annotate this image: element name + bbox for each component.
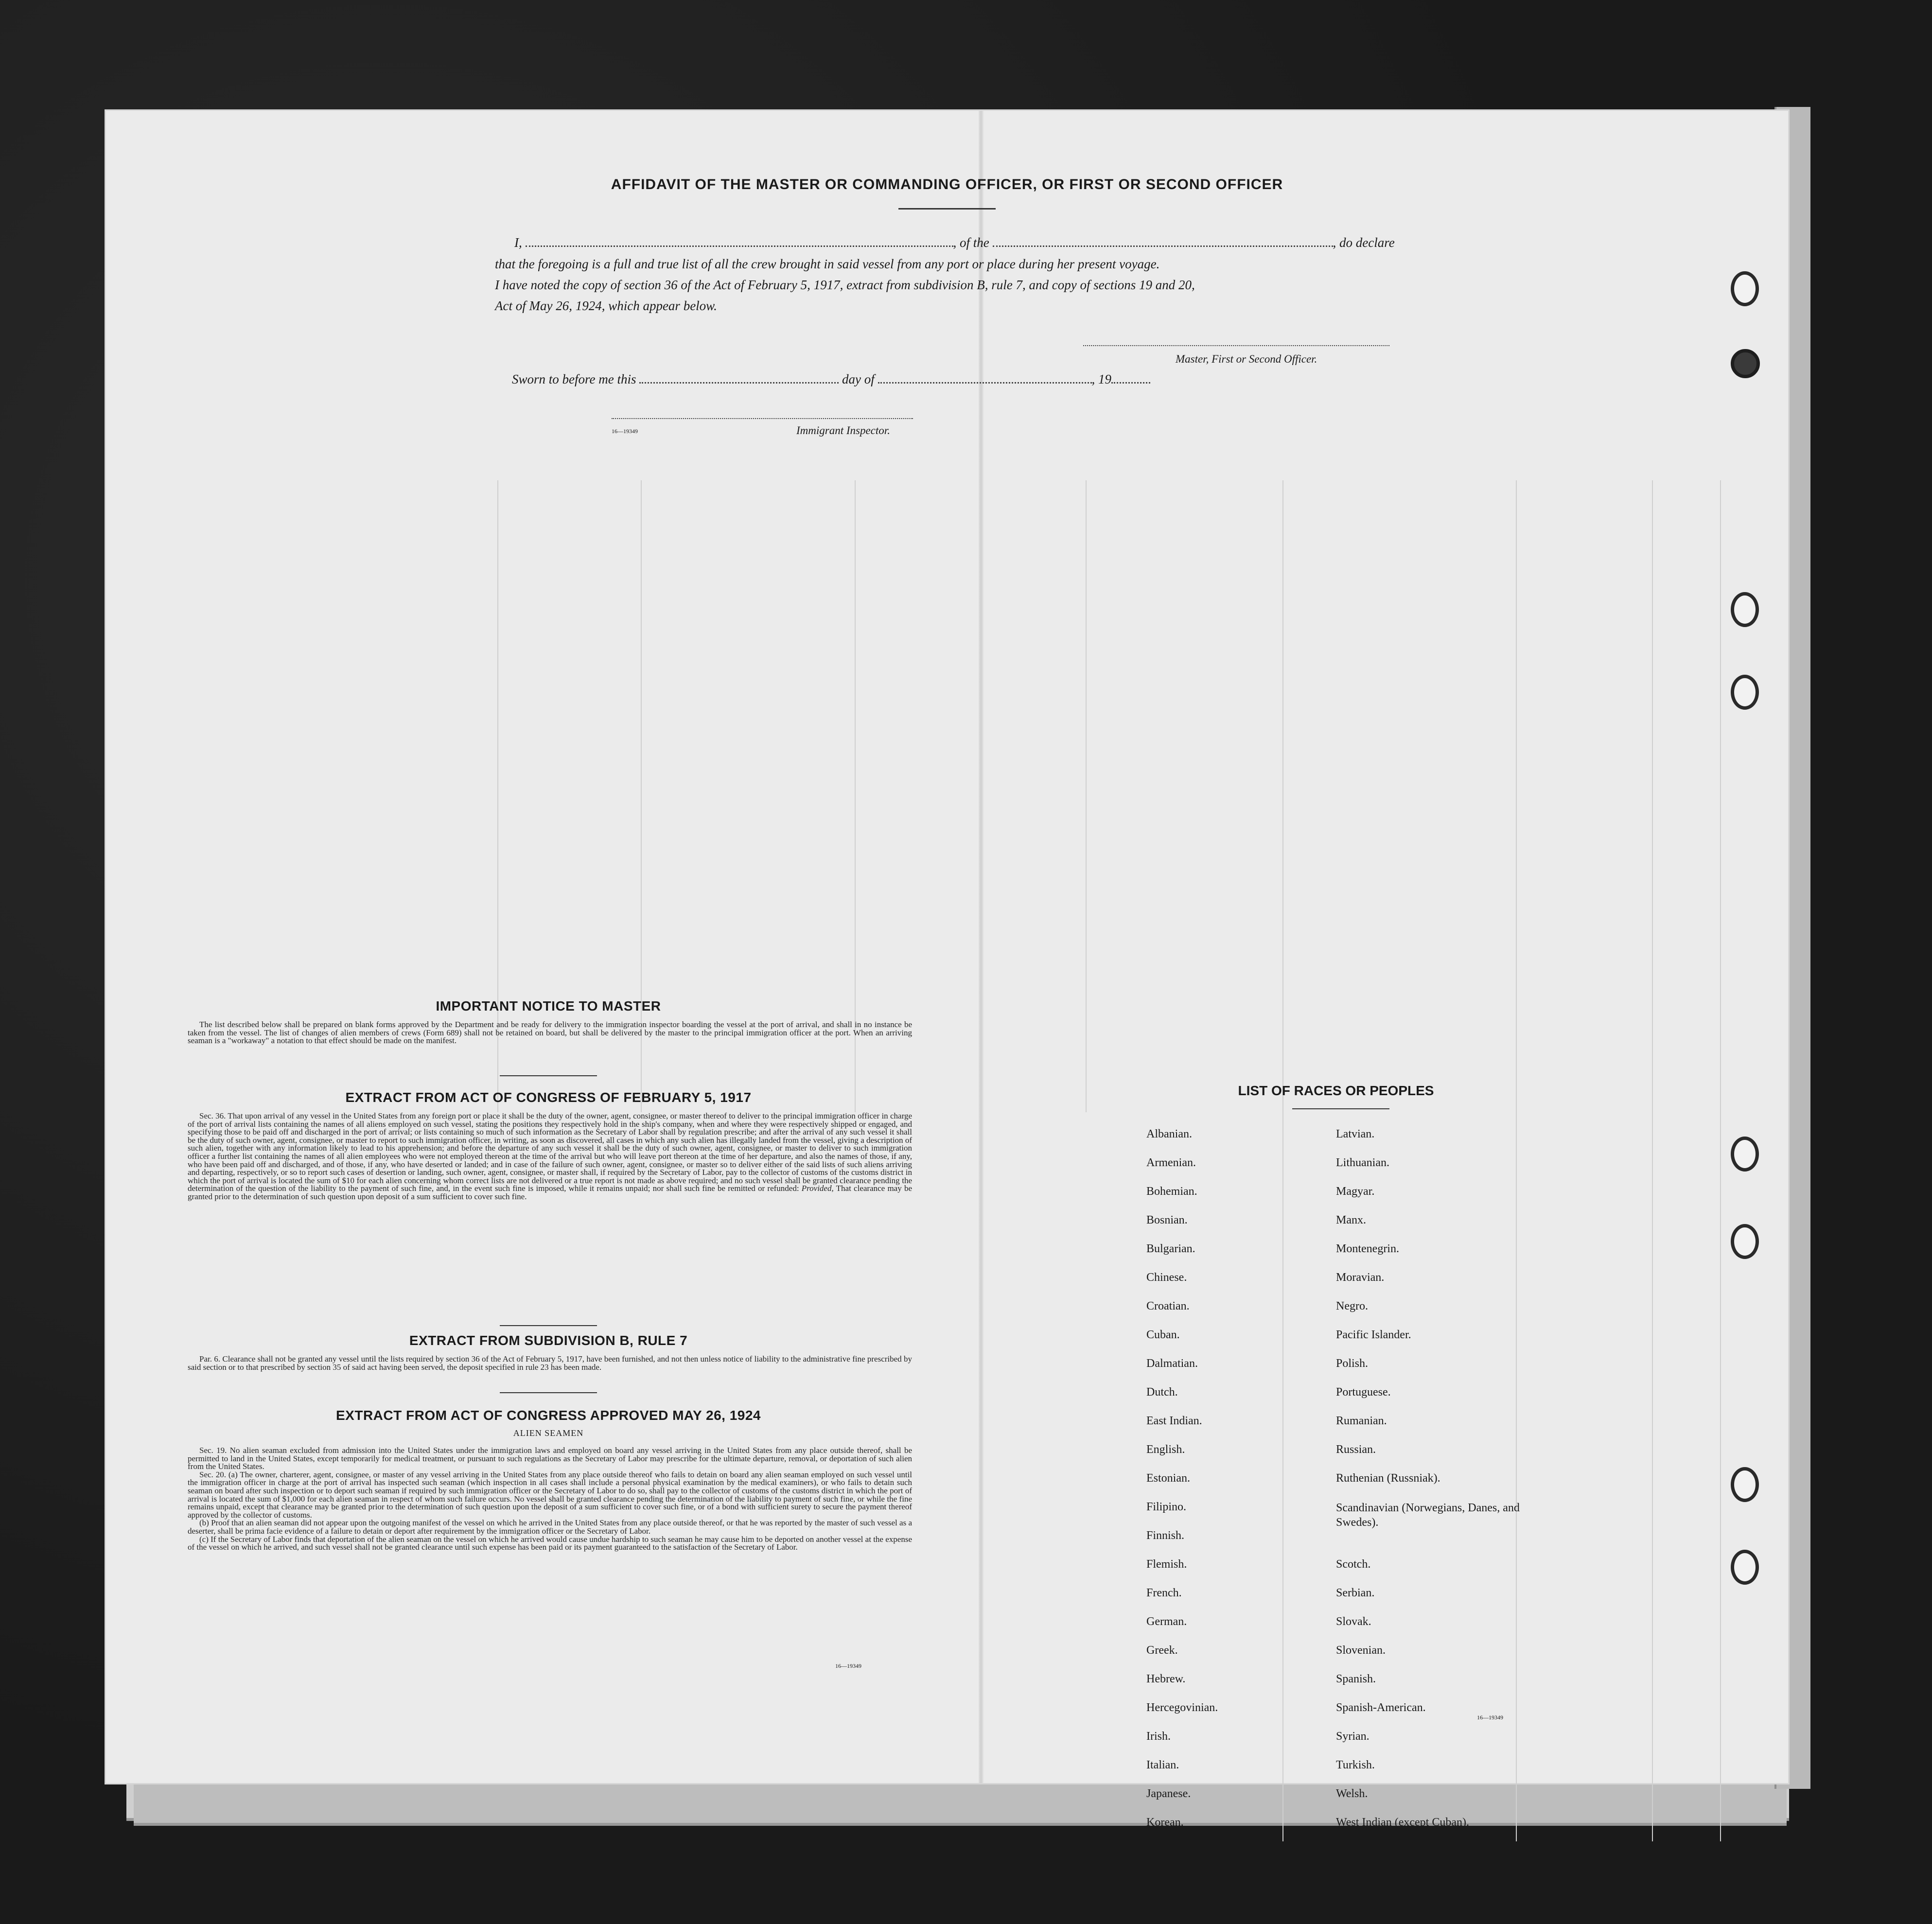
form-number: 16—19349: [835, 1662, 861, 1669]
binder-hole: [1731, 1550, 1759, 1585]
race-item: Cuban.: [1146, 1329, 1180, 1341]
act-1924-title: EXTRACT FROM ACT OF CONGRESS APPROVED MAY 26, 1924: [336, 1408, 761, 1423]
races-title: LIST OF RACES OR PEOPLES: [1238, 1083, 1434, 1098]
affidavit-line-3: I have noted the copy of section 36 of the Act of February 5, 1917, extract from subdivision B, rule 7, and copy of sections 19 and 20,: [495, 278, 1195, 292]
race-item: German.: [1146, 1615, 1187, 1628]
vessel-blank[interactable]: [993, 243, 1333, 247]
binder-hole: [1731, 271, 1759, 306]
race-item: Rumanian.: [1336, 1415, 1387, 1427]
title-rule: [898, 208, 996, 210]
race-item: Korean.: [1146, 1816, 1184, 1829]
race-item: Greek.: [1146, 1644, 1178, 1657]
race-item: West Indian (except Cuban).: [1336, 1816, 1469, 1829]
ruling-line: [855, 480, 856, 1112]
sec36-text: Sec. 36. That upon arrival of any vessel in the United States from any foreign port or place it shall be the duty of the owner, agent, consignee, or master thereof to deliver to the principal immigration officer in charge of the port of arrival lists containing the names of all aliens employed on such vessel, stating the positions they respectively hold in the ship's company, when and where they were respectively shipped or engaged, and specifying those to be paid off and discharged in the port of arrival; or lists containing so much of such information as the Secretary of Labor shall by regulation prescribe; and after the arrival of any such vessel it shall be the duty of such owner, agent, consignee, or master to report to such immigration officer, in writing, as soon as discovered, all cases in which any such alien has illegally landed from the vessel, giving a description of such alien, together with any information likely to lead to his apprehension; and before the departure of any such vessel it shall be the duty of such owner, agent, consignee, or master to deliver to such immigration officer a further list containing the names of all alien employees who were not employed thereon at the time of the arrival but who will leave port thereon at the time of her departure, and also the names of those, if any, who have been paid off and discharged, and of those, if any, who have deserted or landed; and in case of the failure of such owner, agent, consignee, or master so to deliver either of the said lists of such aliens arriving and departing, respectively, or so to report such cases of desertion or landing, such owner, agent, consignee, or master shall, if required by the Secretary of Labor, pay to the collector of customs of the customs district in which the port of arrival is located the sum of $10 for each alien concerning whom correct lists are not delivered or a true report is not made as above required; and no such vessel shall be granted clearance pending the determination of the question of the liability to the payment of such fine, and, in the event such fine is imposed, while it remains unpaid; nor shall such fine be remitted or refunded:: [188, 1111, 912, 1193]
binder-hole: [1731, 592, 1759, 627]
race-item: Italian.: [1146, 1759, 1179, 1771]
race-item: Magyar.: [1336, 1185, 1375, 1198]
name-blank[interactable]: [526, 243, 953, 247]
inspector-signature-line[interactable]: [612, 418, 913, 419]
race-item: French.: [1146, 1587, 1182, 1599]
inspector-label: Immigrant Inspector.: [796, 424, 890, 437]
affidavit-of-the: , of the: [953, 235, 989, 250]
race-item: Albanian.: [1146, 1128, 1192, 1140]
race-item: Scotch.: [1336, 1558, 1371, 1571]
race-item: Welsh.: [1336, 1787, 1368, 1800]
race-item: Japanese.: [1146, 1787, 1191, 1800]
affidavit-i: I,: [514, 235, 522, 250]
race-item: Ruthenian (Russniak).: [1336, 1472, 1440, 1485]
binder-hole: [1731, 1467, 1759, 1502]
ruling-line: [641, 480, 642, 1112]
races-right-column: [1336, 1128, 1530, 1845]
race-item: East Indian.: [1146, 1415, 1202, 1427]
act-1917-paragraph: [188, 1112, 912, 1201]
sec36-end: That clearance may be granted prior to the determination of such question upon deposit of a sum sufficient to cover such fine.: [188, 1184, 912, 1201]
form-number: 16—19349: [612, 428, 638, 435]
race-item: Slovak.: [1336, 1615, 1371, 1628]
ruling-line: [497, 480, 498, 1112]
affidavit-line-2: that the foregoing is a full and true list of all the crew brought in said vessel from any port or place during her present voyage.: [495, 257, 1160, 271]
race-item: Scandinavian (Norwegians, Danes, and Swedes).: [1336, 1502, 1520, 1529]
race-item: Serbian.: [1336, 1587, 1375, 1599]
race-item: Irish.: [1146, 1730, 1171, 1743]
race-item: Polish.: [1336, 1357, 1369, 1370]
ruling-line: [1086, 480, 1087, 1112]
race-item: Latvian.: [1336, 1128, 1375, 1140]
act-1917-text: [188, 1112, 912, 1201]
race-item: Spanish.: [1336, 1673, 1376, 1685]
section-rule: [500, 1392, 597, 1393]
ruling-line: [1282, 480, 1283, 1841]
center-fold: [979, 111, 984, 1783]
sec19-paragraph: Sec. 19. No alien seaman excluded from admission into the United States under the immigration laws and employed on board any vessel arriving in the United States from any place outside thereof, shall be permitted to land in the United States, except temporarily for medical treatment, or pursuant to such regulations as the Secretary of Labor may prescribe for the ultimate departure, removal, or deportation of such alien from the United States.: [188, 1446, 912, 1471]
affidavit-do-declare: , do declare: [1333, 235, 1395, 250]
race-item: Lithuanian.: [1336, 1156, 1389, 1169]
race-item: Bulgarian.: [1146, 1242, 1195, 1255]
race-item: Montenegrin.: [1336, 1242, 1399, 1255]
race-item: Manx.: [1336, 1214, 1366, 1226]
sworn-text: Sworn to before me this: [512, 372, 636, 386]
alien-seamen-subtitle: ALIEN SEAMEN: [513, 1428, 584, 1438]
year-blank[interactable]: [1111, 379, 1150, 384]
race-item: Bosnian.: [1146, 1214, 1188, 1226]
master-signature-label: Master, First or Second Officer.: [1176, 353, 1317, 365]
race-item: Dutch.: [1146, 1386, 1178, 1399]
rule-7-paragraph: Par. 6. Clearance shall not be granted any vessel until the lists required by section 36 of the Act of February 5, 1917, have been furnished, and not then unless notice of liability to the administrative fine prescribed by said section or to that prescribed by section 35 of said act having been served, the deposit specified in rule 23 has been made.: [188, 1354, 912, 1372]
sec20c-paragraph: (c) If the Secretary of Labor finds that deportation of the alien seaman on the vessel on which he arrived would cause undue hardship to such seaman he may cause him to be deported on another vessel at the expense of the vessel on which he arrived, and such vessel shall not be granted clearance until such expense has been paid or its payment guaranteed to the satisfaction of the Secretary of Labor.: [188, 1534, 912, 1552]
race-item: Syrian.: [1336, 1730, 1370, 1743]
affidavit-line-1: [495, 235, 1395, 250]
binder-hole: [1731, 349, 1760, 378]
proviso: Provided,: [801, 1184, 834, 1193]
race-item: Negro.: [1336, 1300, 1368, 1312]
race-item: Chinese.: [1146, 1271, 1187, 1284]
binder-hole: [1731, 675, 1759, 710]
race-item: Moravian.: [1336, 1271, 1385, 1284]
sec20a-paragraph: Sec. 20. (a) The owner, charterer, agent, consignee, or master of any vessel arriving in the United States from any place outside thereof who fails to detain on board any alien seaman employed on such vessel until the immigration officer in charge at the port of arrival has inspected such seaman (which inspection in all cases shall include a personal physical examination by the medical examiners), or who fails to detain such seaman on board after such inspection or to deport such seaman if required by such immigration officer or the Secretary of Labor to do so, shall pay to the collector of customs of the customs district in which the port of arrival is located the sum of $1,000 for each alien seaman in respect of whom such failure occurs. No vessel shall be granted clearance pending the determination of the liability to payment of such fine, or while the fine remains unpaid, except that clearance may be granted prior to the determination of such question upon the deposit of a sum sufficient to cover such fine, or of a bond with sufficient surety to secure the payment thereof approved by the collector of customs.: [188, 1469, 912, 1520]
section-rule: [500, 1075, 597, 1076]
sworn-line: [512, 372, 1150, 387]
race-item: Croatian.: [1146, 1300, 1190, 1312]
act-1917-title: EXTRACT FROM ACT OF CONGRESS OF FEBRUARY 5, 1917: [345, 1090, 752, 1105]
race-item: Estonian.: [1146, 1472, 1190, 1485]
race-item: Flemish.: [1146, 1558, 1187, 1571]
binder-hole: [1731, 1137, 1759, 1172]
notice-text: [188, 1021, 912, 1045]
master-signature-line[interactable]: [1083, 345, 1389, 346]
day-blank[interactable]: [639, 379, 839, 384]
affidavit-title: AFFIDAVIT OF THE MASTER OR COMMANDING OFFICER, OR FIRST OR SECOND OFFICER: [611, 176, 1283, 192]
race-item: Hercegovinian.: [1146, 1701, 1218, 1714]
month-blank[interactable]: [878, 379, 1092, 384]
form-number: 16—19349: [1477, 1714, 1503, 1721]
ruling-line: [1720, 480, 1721, 1841]
sworn-year: , 19: [1091, 372, 1111, 386]
race-item: Armenian.: [1146, 1156, 1196, 1169]
rule-7-text: [188, 1355, 912, 1371]
notice-paragraph: The list described below shall be prepared on blank forms approved by the Department and be ready for delivery to the immigration inspector boarding the vessel at the port of arrival, and shall in no instance be taken from the vessel. The list of changes of alien members of crews (Form 689) shall not be retained on board, but shall be delivered by the master to the principal immigration officer at the port. When an arriving seaman is a "workaway" a notation to that effect should be made on the manifest.: [188, 1020, 912, 1046]
race-item: Filipino.: [1146, 1501, 1187, 1513]
section-rule: [500, 1325, 597, 1326]
races-left-column: [1146, 1128, 1218, 1845]
race-item: Pacific Islander.: [1336, 1329, 1411, 1341]
section-rule: [1292, 1108, 1389, 1109]
act-1924-text: [188, 1447, 912, 1552]
document-page: [106, 111, 1788, 1829]
race-item: Spanish-American.: [1336, 1701, 1426, 1714]
race-item: Turkish.: [1336, 1759, 1375, 1771]
bleed-through-row: [485, 461, 1778, 491]
race-item: Russian.: [1336, 1443, 1376, 1456]
race-item: Finnish.: [1146, 1529, 1185, 1542]
sec20b-paragraph: (b) Proof that an alien seaman did not appear upon the outgoing manifest of the vessel on which he arrived in the United States from any place outside thereof, or that he was reported by the master of such vessel as a deserter, shall be prima facie evidence of a failure to detain or deport after requirement by the immigration officer or the Secretary of Labor.: [188, 1518, 912, 1536]
ruling-line: [1652, 480, 1653, 1841]
binder-hole: [1731, 1224, 1759, 1259]
race-item: Slovenian.: [1336, 1644, 1386, 1657]
notice-title: IMPORTANT NOTICE TO MASTER: [436, 998, 661, 1014]
affidavit-line-4: Act of May 26, 1924, which appear below.: [495, 298, 717, 313]
race-item: Portuguese.: [1336, 1386, 1391, 1399]
sworn-day-of: day of: [842, 372, 875, 386]
race-item: Hebrew.: [1146, 1673, 1186, 1685]
rule-7-title: EXTRACT FROM SUBDIVISION B, RULE 7: [409, 1333, 688, 1348]
race-item: Bohemian.: [1146, 1185, 1197, 1198]
race-item: Dalmatian.: [1146, 1357, 1198, 1370]
race-item: English.: [1146, 1443, 1185, 1456]
